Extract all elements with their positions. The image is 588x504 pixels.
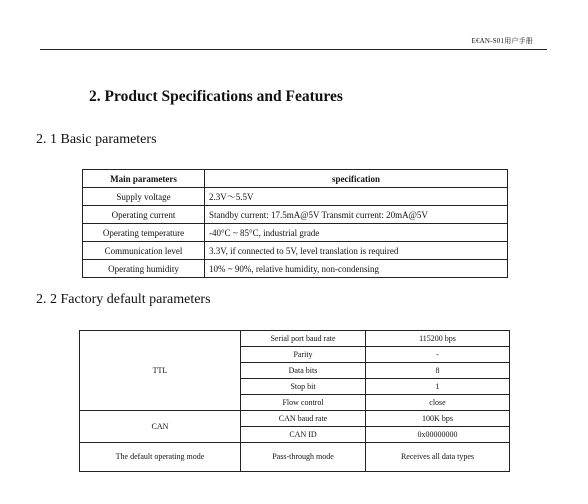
param-value: 2.3V～5.5V	[205, 188, 508, 206]
table-row	[83, 242, 508, 260]
param-value: 115200 bps	[366, 331, 510, 347]
group-label-can: CAN	[80, 411, 241, 443]
param-name: Flow control	[241, 395, 366, 411]
param-value: 8	[366, 363, 510, 379]
param-name: CAN baud rate	[241, 411, 366, 427]
group-label-mode: The default operating mode	[80, 443, 241, 472]
default-parameters-table	[79, 330, 510, 472]
param-value: 10% ~ 90%, relative humidity, non-condensing	[205, 260, 508, 278]
page-title: 2. Product Specifications and Features	[89, 88, 343, 105]
table-row	[83, 224, 508, 242]
table-row	[83, 260, 508, 278]
param-value: Receives all data types	[366, 443, 510, 472]
param-name: Data bits	[241, 363, 366, 379]
param-value: 0x00000000	[366, 427, 510, 443]
param-name: Operating humidity	[83, 260, 205, 278]
param-name: Pass-through mode	[241, 443, 366, 472]
table-row	[83, 188, 508, 206]
param-name: Parity	[241, 347, 366, 363]
param-name: Operating temperature	[83, 224, 205, 242]
param-value: Standby current: 17.5mA@5V Transmit current: 20mA@5V	[205, 206, 508, 224]
param-value: 3.3V, if connected to 5V, level translation is required	[205, 242, 508, 260]
param-name: Serial port baud rate	[241, 331, 366, 347]
section-heading-basic: 2. 1 Basic parameters	[36, 132, 157, 147]
param-value: -	[366, 347, 510, 363]
table-header-row	[83, 170, 508, 188]
param-value: 1	[366, 379, 510, 395]
table-row	[80, 411, 510, 427]
param-name: Operating current	[83, 206, 205, 224]
param-name: Supply voltage	[83, 188, 205, 206]
param-value: -40°C ~ 85°C, industrial grade	[205, 224, 508, 242]
param-name: CAN ID	[241, 427, 366, 443]
table-row	[80, 331, 510, 347]
page-header	[40, 31, 547, 50]
column-header: specification	[205, 170, 508, 188]
basic-parameters-table	[82, 169, 508, 278]
table-row	[80, 443, 510, 472]
column-header: Main parameters	[83, 170, 205, 188]
header-text: E€AN-S01用户手册	[471, 37, 533, 45]
section-heading-defaults: 2. 2 Factory default parameters	[36, 292, 211, 307]
param-name: Communication level	[83, 242, 205, 260]
group-label-ttl: TTL	[80, 331, 241, 411]
table-row	[83, 206, 508, 224]
param-value: close	[366, 395, 510, 411]
param-name: Stop bit	[241, 379, 366, 395]
param-value: 100K bps	[366, 411, 510, 427]
